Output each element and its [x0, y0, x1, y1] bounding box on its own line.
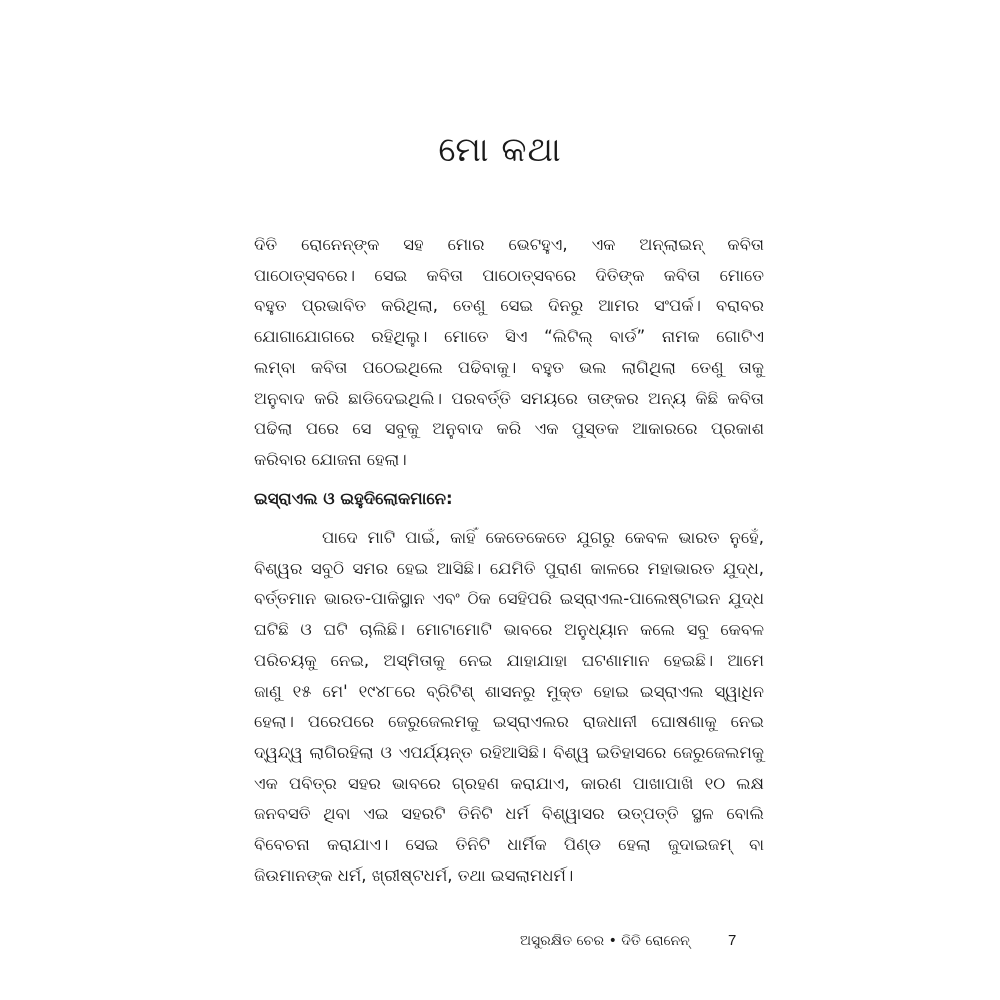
page-footer	[520, 931, 750, 951]
paragraph-line: ଏକ ପବିତ୍ର ସହର ଭାବରେ ଗ୍ରହଣ କରାଯାଏ, କାରଣ ପାଖାପାଖି ୧୦ ଲକ୍ଷ	[254, 773, 764, 793]
paragraph-line: ଦିତି ରୋନେନ୍‌ଙ୍କ ସହ ମୋର ଭେଟହୁଏ, ଏକ ଅନ୍‌ଲାଇନ୍ କବିତା	[254, 235, 764, 254]
paragraph-line: ଜାଣୁ ୧୫ ମେ' ୧୯୪୮ରେ ବ୍ରିଟିଶ୍ ଶାସନରୁ ମୁକ୍ତ ହୋଇ ଇସ୍ରାଏଲ ସ୍ୱାଧିନ	[254, 681, 764, 701]
paragraph-line: ପାଠୋତ୍ସବରେ। ସେଇ କବିତା ପାଠୋତ୍ସବରେ ଦିତିଙ୍କ କବିତା ମୋତେ	[254, 265, 764, 285]
footer-separator: •	[608, 933, 617, 949]
paragraph-line: ବିବେଚନା କରାଯାଏ। ସେଇ ତିନିଟି ଧାର୍ମିକ ପିଣ୍ଡ ହେଲା ଜୁଦାଇଜମ୍ ବା	[254, 835, 764, 855]
page-title: ମୋ କଥା	[438, 130, 562, 170]
paragraph-line: ଘଟିଛି ଓ ଘଟି ଚାଲିଛି। ମୋଟାମୋଟି ଭାବରେ ଅନୁଧ୍ୟାନ କଲେ ସବୁ କେବଳ	[254, 620, 764, 640]
paragraph-line: ଜିଉମାନଙ୍କ ଧର୍ମ, ଖ୍ରୀଷ୍ଟଧର୍ମ, ତଥା ଇସଲାମଧର୍ମ।	[254, 865, 574, 885]
intro-paragraph	[254, 230, 764, 476]
paragraph-line: ବର୍ତ୍ତମାନ ଭାରତ-ପାକିସ୍ଥାନ ଏବଂ ଠିକ ସେହିପରି ଇସ୍ରାଏଲ-ପାଲେଷ୍ଟାଇନ ଯୁଦ୍ଧ	[254, 589, 764, 609]
paragraph-line: ପଢିଲା ପରେ ସେ ସବୁକୁ ଅନୁବାଦ କରି ଏକ ପୁସ୍ତକ ଆକାରରେ ପ୍ରକାଶ	[254, 419, 764, 439]
paragraph-line: ଦ୍ୱନ୍ଦ୍ୱ ଲାଗିରହିଲା ଓ ଏପର୍ଯ୍ୟନ୍ତ ରହିଆସିଛି। ବିଶ୍ୱ ଇତିହାସରେ ଜେରୁଜେଲମକୁ	[254, 742, 764, 762]
paragraph-line: ଅନୁବାଦ କରି ଛାଡିଦେଇଥିଲି। ପରବର୍ତ୍ତି ସମୟରେ ତାଙ୍କର ଅନ୍ୟ କିଛି କବିତା	[254, 388, 764, 408]
paragraph-line: କରିବାର ଯୋଜନା ହେଲା।	[254, 449, 407, 469]
paragraph-line: ବିଶ୍ୱର ସବୁଠି ସମର ହେଇ ଆସିଛି। ଯେମିତି ପୁରାଣ କାଳରେ ମହାଭାରତ ଯୁଦ୍ଧ,	[254, 558, 764, 578]
paragraph-line: ଯୋଗାଯୋଗରେ ରହିଥିଲୁ। ମୋତେ ସିଏ “ଲିଟିଲ୍ ବାର୍ଡ” ନାମକ ଗୋଟିଏ	[254, 327, 764, 347]
paragraph-line: ଲମ୍ବା କବିତା ପଠେଇଥିଲେ ପଢିବାକୁ। ବହୁତ ଭଲ ଲାଗିଥିଲା ତେଣୁ ତାକୁ	[254, 357, 764, 377]
paragraph-line: ହେଲା। ପରେପରେ ଜେରୁଜେଲମକୁ ଇସ୍ରାଏଲର ରାଜଧାନୀ ଘୋଷଣାକୁ ନେଇ	[254, 712, 764, 732]
section-heading: ଇସ୍ରାଏଲ ଓ ଇହୁଦିଲୋକମାନେ:	[254, 489, 453, 508]
paragraph-line: ବହୁତ ପ୍ରଭାବିତ କରିଥିଲା, ତେଣୁ ସେଇ ଦିନରୁ ଆମର ସଂପର୍କ। ବରାବର	[254, 296, 764, 316]
page-number: 7	[728, 932, 737, 949]
footer-author: ଦିତି ରୋନେନ୍	[621, 933, 690, 949]
paragraph-line: ଜନବସତି ଥିବା ଏଇ ସହରଟି ତିନିଟି ଧର୍ମ ବିଶ୍ୱାସର ଉତ୍ପତ୍ତି ସ୍ଥଳ ବୋଲି	[254, 804, 764, 824]
paragraph-line: ପରିଚୟକୁ ନେଇ, ଅସ୍ମିତାକୁ ନେଇ ଯାହାଯାହା ଘଟଣାମାନ ହେଇଛି। ଆମେ	[254, 650, 764, 670]
paragraph-line: ପାଦେ ମାଟି ପାଇଁ, କାହିଁ କେତେକେତେ ଯୁଗରୁ କେବଳ ଭାରତ ନୁହେଁ,	[322, 528, 764, 547]
footer-book-title: ଅସୁରକ୍ଷିତ ଚେର	[520, 933, 605, 949]
section-paragraph	[254, 523, 764, 891]
